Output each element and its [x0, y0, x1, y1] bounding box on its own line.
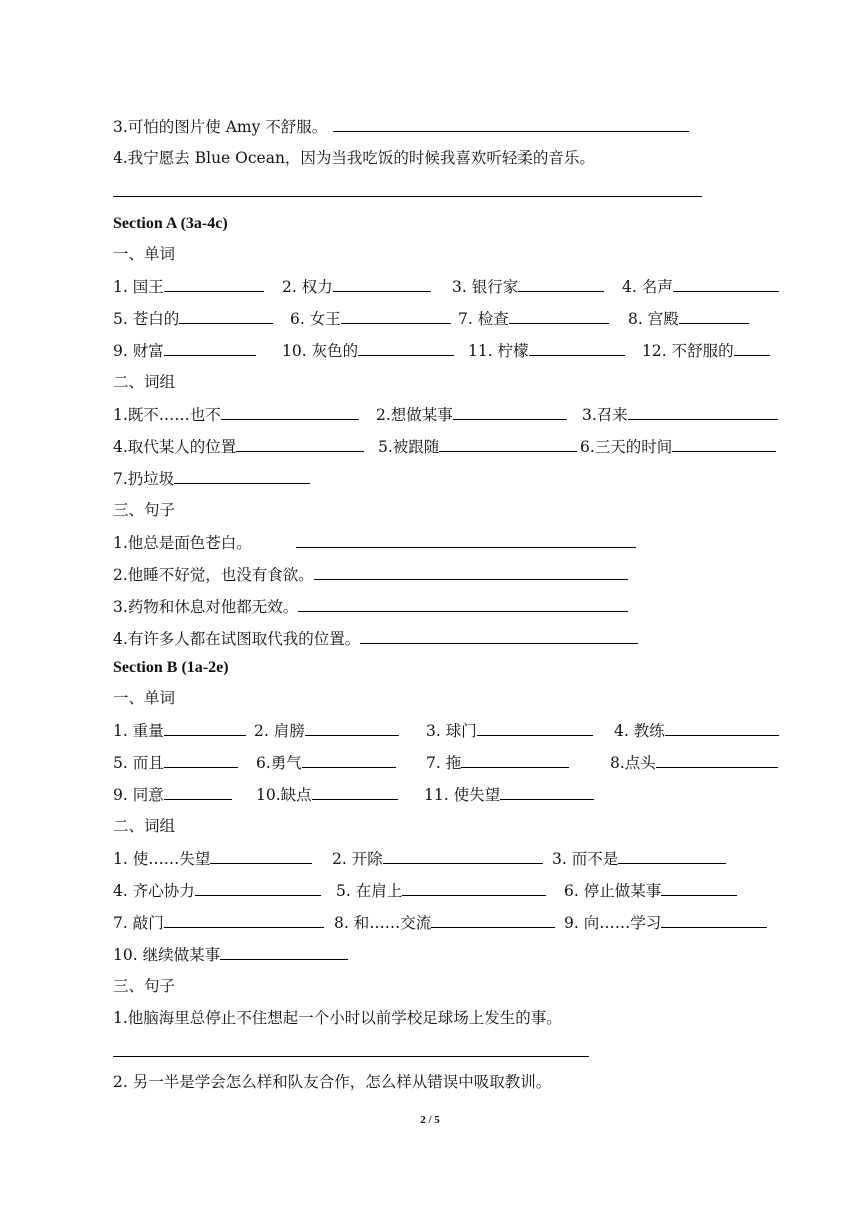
phrase-item: 4. 齐心协力: [113, 880, 321, 901]
word-item: 1. 重量: [113, 720, 246, 741]
answer-blank[interactable]: [453, 404, 567, 420]
phrase-item: 6. 停止做某事: [564, 880, 737, 901]
phrase-item: 2.想做某事: [376, 404, 567, 425]
word-item: 5. 而且: [113, 752, 238, 773]
sentence-3: [113, 116, 689, 137]
word-item: 12. 不舒服的: [642, 340, 770, 361]
phrase-item: 4.取代某人的位置: [113, 436, 364, 457]
answer-blank[interactable]: [221, 404, 359, 420]
answer-blank[interactable]: [679, 308, 749, 324]
answer-blank[interactable]: [179, 308, 273, 324]
answer-blank[interactable]: [333, 276, 431, 292]
sentence-item: 1.他总是面色苍白。: [113, 532, 636, 553]
answer-blank[interactable]: [305, 720, 399, 736]
word-item: 5. 苍白的: [113, 308, 273, 329]
word-item: 6.勇气: [256, 752, 396, 773]
sentence-item: 2.他睡不好觉，也没有食欲。: [113, 564, 628, 585]
answer-blank[interactable]: [665, 720, 779, 736]
answer-blank[interactable]: [174, 468, 310, 484]
section-a-words-heading: 一、单词: [113, 245, 176, 263]
answer-blank[interactable]: [298, 596, 628, 612]
answer-blank[interactable]: [164, 276, 264, 292]
phrase-item: 2. 开除: [332, 848, 543, 869]
section-a-title: Section A (3a-4c): [113, 215, 228, 232]
answer-blank[interactable]: [477, 720, 593, 736]
sentence-item: 4.有许多人都在试图取代我的位置。: [113, 628, 638, 649]
section-a-phrases-heading: 二、词组: [113, 373, 176, 391]
answer-blank[interactable]: [302, 752, 396, 768]
word-item: 11. 柠檬: [468, 340, 625, 361]
phrase-item: 3.召来: [582, 404, 778, 425]
phrase-item: 9. 向……学习: [564, 912, 767, 933]
section-b-words-heading: 一、单词: [113, 689, 176, 707]
answer-blank[interactable]: [312, 784, 398, 800]
phrase-item: 1.既不……也不: [113, 404, 359, 425]
word-item: 2. 肩膀: [254, 720, 399, 741]
word-item: 3. 球门: [426, 720, 593, 741]
answer-blank[interactable]: [383, 848, 543, 864]
phrase-item: 7.扔垃圾: [113, 468, 310, 489]
answer-blank[interactable]: [164, 752, 238, 768]
answer-blank[interactable]: [672, 436, 776, 452]
sentence-4: [113, 148, 595, 168]
phrase-item: 7. 敲门: [113, 912, 324, 933]
word-item: 11. 使失望: [424, 784, 594, 805]
answer-blank[interactable]: [439, 436, 577, 452]
answer-blank[interactable]: [618, 848, 726, 864]
sentence-item: 1.他脑海里总停止不住想起一个小时以前学校足球场上发生的事。: [113, 1009, 562, 1027]
sentence-item: 2. 另一半是学会怎么样和队友合作，怎么样从错误中吸取教训。: [113, 1073, 552, 1091]
answer-blank[interactable]: [656, 752, 778, 768]
section-a-sentences-heading: 三、句子: [113, 501, 176, 519]
word-item: 4. 名声: [622, 276, 779, 297]
word-item: 10. 灰色的: [282, 340, 454, 361]
word-item: 10.缺点: [256, 784, 398, 805]
answer-blank[interactable]: [360, 628, 638, 644]
sentence-text: 4.我宁愿去 Blue Ocean，因为当我吃饭的时候我喜欢听轻柔的音乐。: [113, 149, 595, 167]
sentence-item: 3.药物和休息对他都无效。: [113, 596, 628, 617]
answer-blank[interactable]: [431, 912, 555, 928]
answer-blank[interactable]: [341, 308, 451, 324]
answer-blank[interactable]: [333, 116, 689, 132]
answer-blank[interactable]: [529, 340, 625, 356]
answer-blank[interactable]: [509, 308, 609, 324]
answer-blank[interactable]: [164, 340, 256, 356]
word-item: 9. 同意: [113, 784, 232, 805]
word-item: 1. 国王: [113, 276, 264, 297]
answer-blank[interactable]: [296, 532, 636, 548]
word-item: 4. 教练: [614, 720, 779, 741]
answer-blank[interactable]: [461, 752, 569, 768]
phrase-item: 5. 在肩上: [336, 880, 546, 901]
answer-blank[interactable]: [195, 880, 321, 896]
answer-blank[interactable]: [220, 944, 348, 960]
phrase-item: 1. 使……失望: [113, 848, 312, 869]
word-item: 2. 权力: [282, 276, 431, 297]
answer-blank[interactable]: [661, 912, 767, 928]
section-b-phrases-heading: 二、词组: [113, 817, 176, 835]
section-b-sentences-heading: 三、句子: [113, 977, 176, 995]
answer-blank[interactable]: [628, 404, 778, 420]
word-item: 6. 女王: [290, 308, 451, 329]
answer-blank[interactable]: [314, 564, 628, 580]
phrase-item: 10. 继续做某事: [113, 944, 348, 965]
answer-blank[interactable]: [402, 880, 546, 896]
answer-blank[interactable]: [164, 784, 232, 800]
answer-blank[interactable]: [661, 880, 737, 896]
word-item: 7. 拖: [426, 752, 569, 773]
sentence-text: 3.可怕的图片使 Amy 不舒服。: [113, 118, 328, 136]
phrase-item: 6.三天的时间: [580, 436, 776, 457]
phrase-item: 3. 而不是: [552, 848, 726, 869]
word-item: 8. 宫殿: [628, 308, 749, 329]
word-item: 3. 银行家: [452, 276, 604, 297]
phrase-item: 8. 和……交流: [334, 912, 555, 933]
answer-blank[interactable]: [358, 340, 454, 356]
word-item: 9. 财富: [113, 340, 256, 361]
section-b-title: Section B (1a-2e): [113, 659, 229, 676]
answer-line[interactable]: [113, 1056, 589, 1057]
word-item: 8.点头: [610, 752, 778, 773]
answer-blank[interactable]: [164, 912, 324, 928]
answer-blank[interactable]: [236, 436, 364, 452]
word-item: 7. 检查: [458, 308, 609, 329]
phrase-item: 5.被跟随: [378, 436, 577, 457]
answer-blank[interactable]: [673, 276, 779, 292]
answer-blank[interactable]: [164, 720, 246, 736]
answer-line[interactable]: [113, 196, 702, 197]
answer-blank[interactable]: [518, 276, 604, 292]
answer-blank[interactable]: [210, 848, 312, 864]
page-number: 2 / 5: [420, 1114, 440, 1126]
answer-blank[interactable]: [500, 784, 594, 800]
answer-blank[interactable]: [734, 340, 770, 356]
